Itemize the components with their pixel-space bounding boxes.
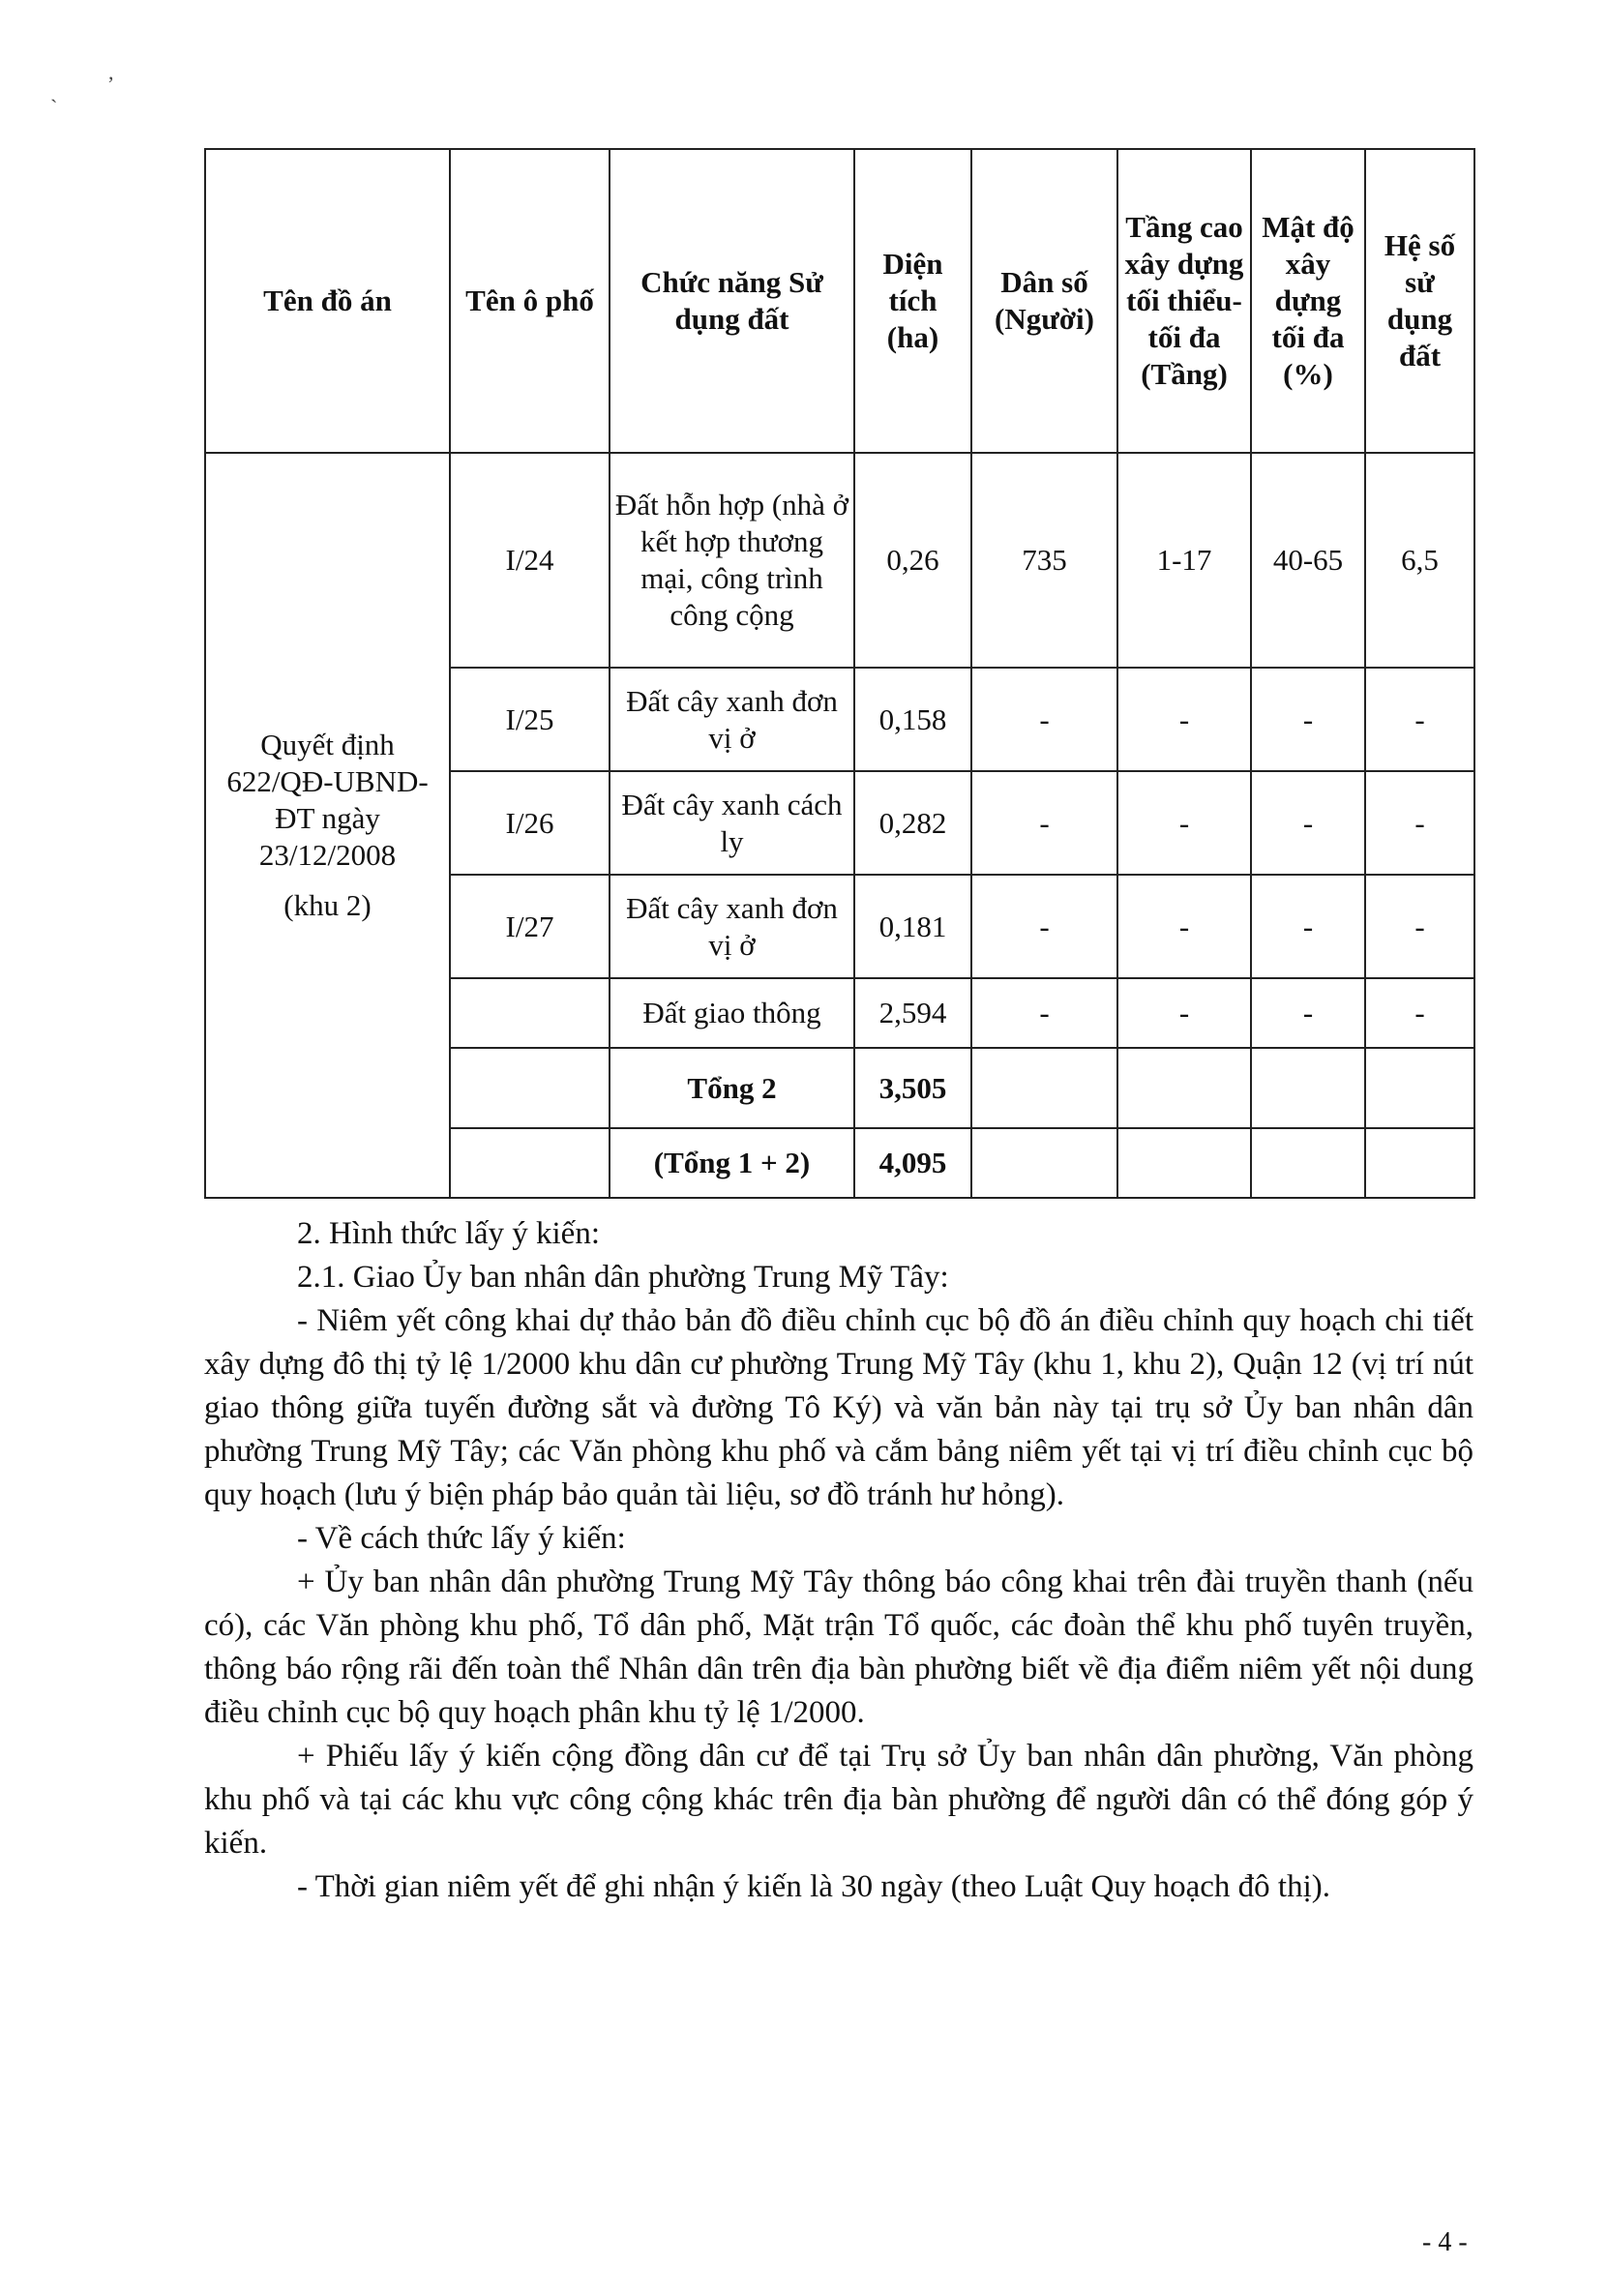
stray-mark-2: `: [50, 95, 58, 119]
grand-total-area: 4,095: [854, 1128, 971, 1198]
paragraph: - Thời gian niêm yết để ghi nhận ý kiến là 30 ngày (theo Luật Quy hoạch đô thị).: [297, 1869, 1331, 1904]
paragraph: + Ủy ban nhân dân phường Trung Mỹ Tây thông báo công khai trên đài truyền thanh (nếu có), các Văn phòng khu phố, Tổ dân phố, Mặt trận Tổ quốc, các đoàn thể khu phố tuyên truyền, thông báo rộng rãi đến toàn thể Nhân dân trên địa bàn phường biết về địa điểm niêm yết nội dung điều chỉnh cục bộ quy hoạch phân khu tỷ lệ 1/2000.: [204, 1565, 1473, 1730]
cell-area: 0,158: [854, 668, 971, 771]
total-label: Tổng 2: [610, 1048, 854, 1128]
stray-mark-1: ,: [108, 60, 114, 84]
header-floors: Tầng cao xây dựng tối thiểu-tối đa (Tầng): [1117, 149, 1251, 453]
page-number: - 4 -: [1422, 2227, 1468, 2257]
cell-floors: -: [1117, 978, 1251, 1048]
project-zone: (khu 2): [283, 887, 372, 922]
cell-block: [450, 978, 610, 1048]
cell-population: -: [971, 978, 1117, 1048]
planning-table: [204, 148, 1475, 1199]
cell-ratio: -: [1365, 978, 1474, 1048]
cell-area: 0,282: [854, 771, 971, 875]
header-block: Tên ô phố: [450, 149, 610, 453]
cell-density: -: [1251, 978, 1365, 1048]
document-page: [204, 148, 1473, 1909]
project-cell: [205, 453, 450, 1198]
paragraph: - Niêm yết công khai dự thảo bản đồ điều chỉnh cục bộ đồ án điều chỉnh quy hoạch chi tiết xây dựng đô thị tỷ lệ 1/2000 khu dân cư phường Trung Mỹ Tây (khu 1, khu 2), Quận 12 (vị trí nút giao thông giữa tuyến đường sắt và đường Tô Ký) và văn bản này tại trụ sở Ủy ban nhân dân phường Trung Mỹ Tây; các Văn phòng khu phố và cắm bảng niêm yết tại vị trí điều chỉnh cục bộ quy hoạch (lưu ý biện pháp bảo quản tài liệu, sơ đồ tránh hư hỏng).: [204, 1303, 1473, 1512]
cell-ratio: -: [1365, 875, 1474, 978]
cell-density: -: [1251, 771, 1365, 875]
cell-population: -: [971, 771, 1117, 875]
cell-area: 0,26: [854, 453, 971, 668]
table-row: [205, 453, 1474, 668]
cell-population: 735: [971, 453, 1117, 668]
cell-population: -: [971, 668, 1117, 771]
header-population: Dân số (Người): [971, 149, 1117, 453]
header-ratio: Hệ số sử dụng đất: [1365, 149, 1474, 453]
cell-floors: -: [1117, 771, 1251, 875]
cell-floors: -: [1117, 668, 1251, 771]
header-density: Mật độ xây dựng tối đa (%): [1251, 149, 1365, 453]
cell-function: Đất cây xanh cách ly: [610, 771, 854, 875]
cell-density: -: [1251, 668, 1365, 771]
cell-floors: -: [1117, 875, 1251, 978]
paragraph: + Phiếu lấy ý kiến cộng đồng dân cư để tại Trụ sở Ủy ban nhân dân phường, Văn phòng khu phố và tại các khu vực công cộng khác trên địa bàn phường để người dân có thể đóng góp ý kiến.: [204, 1739, 1473, 1861]
cell-block: I/26: [450, 771, 610, 875]
table-header-row: [205, 149, 1474, 453]
body-text: [204, 1212, 1473, 1909]
cell-population: -: [971, 875, 1117, 978]
cell-function: Đất hỗn hợp (nhà ở kết hợp thương mại, công trình công cộng: [610, 453, 854, 668]
cell-area: 0,181: [854, 875, 971, 978]
cell-density: 40-65: [1251, 453, 1365, 668]
subsection-heading: 2.1. Giao Ủy ban nhân dân phường Trung Mỹ Tây:: [297, 1260, 949, 1295]
cell-block: I/27: [450, 875, 610, 978]
total-area: 3,505: [854, 1048, 971, 1128]
cell-block: I/25: [450, 668, 610, 771]
paragraph: - Về cách thức lấy ý kiến:: [297, 1521, 626, 1556]
header-project: Tên đồ án: [205, 149, 450, 453]
header-area: Diện tích (ha): [854, 149, 971, 453]
cell-area: 2,594: [854, 978, 971, 1048]
section-heading: 2. Hình thức lấy ý kiến:: [297, 1216, 601, 1251]
cell-density: -: [1251, 875, 1365, 978]
grand-total-label: (Tổng 1 + 2): [610, 1128, 854, 1198]
project-name: Quyết định 622/QĐ-UBND-ĐT ngày 23/12/2008: [226, 728, 429, 872]
cell-function: Đất cây xanh đơn vị ở: [610, 875, 854, 978]
cell-ratio: -: [1365, 668, 1474, 771]
cell-ratio: -: [1365, 771, 1474, 875]
header-function: Chức năng Sử dụng đất: [610, 149, 854, 453]
cell-function: Đất cây xanh đơn vị ở: [610, 668, 854, 771]
cell-block: I/24: [450, 453, 610, 668]
cell-floors: 1-17: [1117, 453, 1251, 668]
cell-function: Đất giao thông: [610, 978, 854, 1048]
cell-ratio: 6,5: [1365, 453, 1474, 668]
